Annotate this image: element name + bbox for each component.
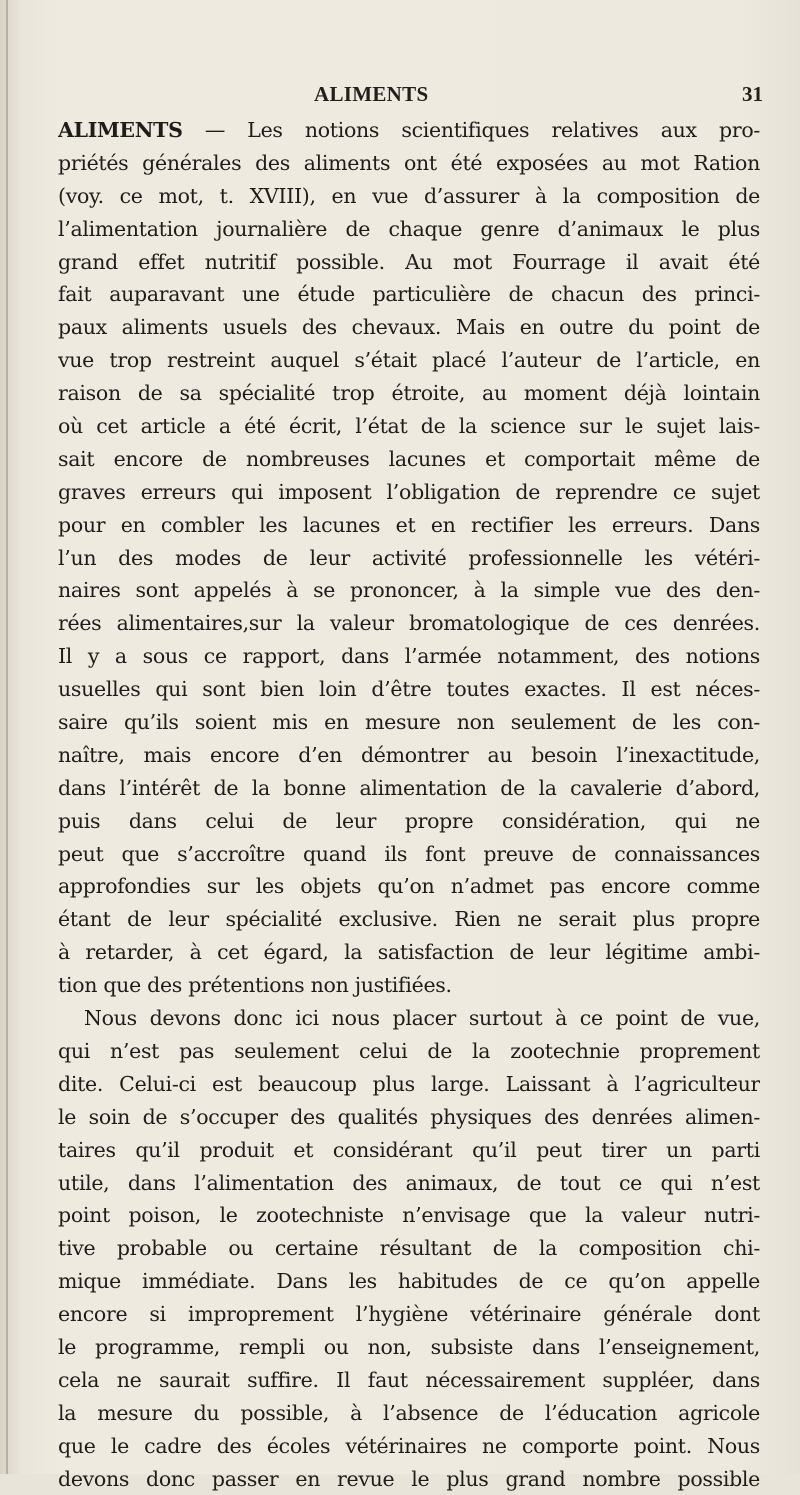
text-line: naître, mais encore d’en démontrer au besoin l’inexactitude,: [58, 742, 760, 767]
text-line: naires sont appelés à se prononcer, à la simple vue des den-: [58, 578, 760, 603]
text-line: priétés générales des aliments ont été exposées au mot Ration: [58, 150, 760, 175]
text-line: étant de leur spécialité exclusive. Rien ne serait plus propre: [58, 907, 760, 932]
text-line: taires qu’il produit et considérant qu’il peut tirer un parti: [58, 1137, 760, 1162]
page-header: [0, 70, 800, 106]
text-line: qui n’est pas seulement celui de la zootechnie proprement: [58, 1038, 760, 1063]
paragraph-end-line: tion que des prétentions non justifiées.: [58, 973, 452, 998]
text-line: dite. Celui-ci est beaucoup plus large. Laissant à l’agriculteur: [58, 1071, 760, 1096]
text-line: l’alimentation journalière de chaque genre d’animaux le plus: [58, 216, 760, 241]
text-line: mique immédiate. Dans les habitudes de ce qu’on appelle: [58, 1269, 760, 1294]
text-line: sait encore de nombreuses lacunes et comportait même de: [58, 446, 760, 471]
text-line: graves erreurs qui imposent l’obligation de reprendre ce sujet: [58, 479, 760, 504]
text-line: fait auparavant une étude particulière de chacun des princi-: [58, 282, 760, 307]
text-line: vue trop restreint auquel s’était placé l’auteur de l’article, en: [58, 348, 760, 373]
text-line: utile, dans l’alimentation des animaux, de tout ce qui n’est: [58, 1170, 760, 1195]
text-line: où cet article a été écrit, l’état de la science sur le sujet lais-: [58, 414, 760, 439]
text-line: rées alimentaires,sur la valeur bromatologique de ces denrées.: [58, 611, 760, 636]
article-body: [58, 114, 760, 1495]
text-line: l’un des modes de leur activité professionnelle les vétéri-: [58, 545, 760, 570]
text-line: ALIMENTS — Les notions scientifiques relatives aux pro-: [58, 118, 760, 142]
text-line: la mesure du possible, à l’absence de l’éducation agricole: [58, 1400, 760, 1425]
text-line: (voy. ce mot, t. XVIII), en vue d’assurer à la composition de: [58, 183, 760, 208]
text-line: Il y a sous ce rapport, dans l’armée notamment, des notions: [58, 644, 760, 669]
text-line: dans l’intérêt de la bonne alimentation de la cavalerie d’abord,: [58, 775, 760, 800]
text-line: saire qu’ils soient mis en mesure non seulement de les con-: [58, 710, 760, 735]
running-title: ALIMENTS: [314, 82, 429, 106]
text-line: paux aliments usuels des chevaux. Mais en outre du point de: [58, 315, 760, 340]
text-line: tive probable ou certaine résultant de la composition chi-: [58, 1236, 760, 1261]
entry-lead-word: ALIMENTS: [58, 118, 183, 142]
page-gutter-edge: [6, 0, 8, 1474]
page-number: 31: [742, 82, 763, 106]
text-line: point poison, le zootechniste n’envisage que la valeur nutri-: [58, 1203, 760, 1228]
text-line: encore si improprement l’hygiène vétérinaire générale dont: [58, 1302, 760, 1327]
text-line: cela ne saurait suffire. Il faut nécessairement suppléer, dans: [58, 1367, 760, 1392]
text-line: devons donc passer en revue le plus grand nombre possible: [58, 1466, 760, 1491]
text-line: grand effet nutritif possible. Au mot Fourrage il avait été: [58, 249, 760, 274]
text-line: peut que s’accroître quand ils font preuve de connaissances: [58, 841, 760, 866]
text-line: usuelles qui sont bien loin d’être toutes exactes. Il est néces-: [58, 677, 760, 702]
text-line: raison de sa spécialité trop étroite, au moment déjà lointain: [58, 381, 760, 406]
text-line: puis dans celui de leur propre considération, qui ne: [58, 808, 760, 833]
paragraph-start-line: Nous devons donc ici nous placer surtout à ce point de vue,: [84, 1006, 760, 1031]
text-line: pour en combler les lacunes et en rectifier les erreurs. Dans: [58, 512, 760, 537]
text-line: à retarder, à cet égard, la satisfaction de leur légitime ambi-: [58, 940, 760, 965]
text-line: le programme, rempli ou non, subsiste dans l’enseignement,: [58, 1334, 760, 1359]
text-line: le soin de s’occuper des qualités physiques des denrées alimen-: [58, 1104, 760, 1129]
text-line: approfondies sur les objets qu’on n’admet pas encore comme: [58, 874, 760, 899]
text-line: que le cadre des écoles vétérinaires ne comporte point. Nous: [58, 1433, 760, 1458]
